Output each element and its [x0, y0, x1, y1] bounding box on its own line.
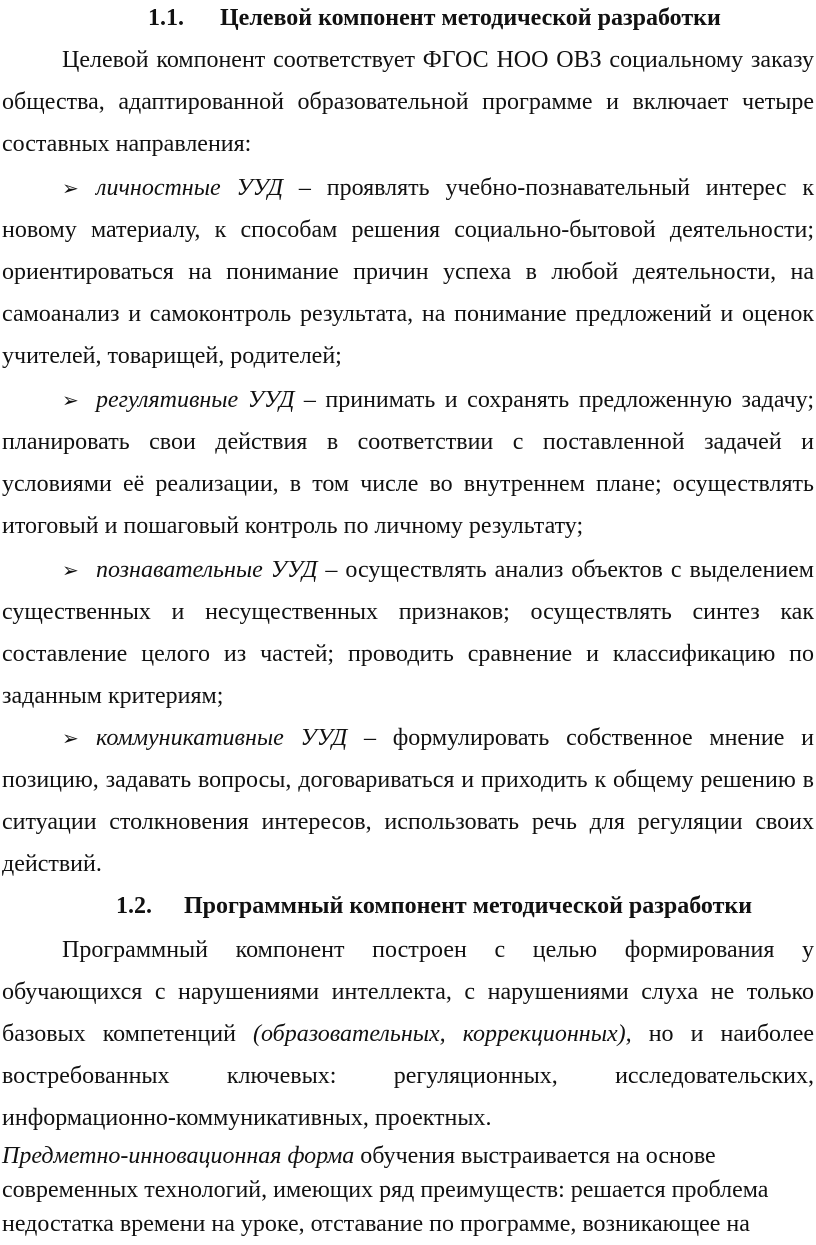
section-heading-1-2 [116, 892, 796, 920]
term: регулятивные УУД [96, 387, 295, 413]
paragraph-line: ситуации столкновения интересов, использовать речь для регуляции своих [2, 809, 814, 835]
paragraph-line: информационно-коммуникативных, проектных. [2, 1105, 492, 1131]
paragraph-line: планировать свои действия в соответствии с поставленной задачей и [2, 429, 814, 455]
paragraph-line: позицию, задавать вопросы, договариваться и приходить к общему решению в [2, 767, 814, 793]
paragraph-line: общества, адаптированной образовательной программе и включает четыре [2, 89, 814, 115]
section-number: 1.1. [148, 5, 184, 31]
paragraph-line [2, 1142, 816, 1170]
text-span: обучения выстраивается на основе [360, 1143, 716, 1169]
term: познавательные УУД [96, 557, 318, 583]
paragraph-line: учителей, товарищей, родителей; [2, 343, 342, 369]
text-span: (образовательных, коррекционных), [253, 1021, 632, 1047]
text-span: базовых компетенций [2, 1021, 236, 1047]
paragraph-line: новому материалу, к способам решения социально-бытовой деятельности; [2, 217, 814, 243]
paragraph-line: ориентироваться на понимание причин успеха в любой деятельности, на [2, 259, 814, 285]
list-item-text: – формулировать собственное мнение и [363, 725, 815, 751]
paragraph-line: самоанализ и самоконтроль результата, на понимание предложений и оценок [2, 301, 814, 327]
paragraph-line: востребованных ключевых: регуляционных, исследовательских, [2, 1063, 814, 1089]
list-item-text: – проявлять учебно-познавательный интерес к [298, 175, 814, 201]
text-span: Предметно-инновационная форма [2, 1143, 355, 1169]
text-span: но и наиболее [648, 1021, 815, 1047]
paragraph-line: составление целого из частей; проводить сравнение и классификацию по [2, 641, 814, 667]
list-item [62, 556, 814, 584]
arrow-bullet-icon: ➢ [62, 726, 79, 750]
paragraph-line: современных технологий, имеющих ряд преимуществ: решается проблема [2, 1177, 769, 1203]
list-item [62, 386, 814, 414]
paragraph-line: условиями её реализации, в том числе во внутреннем плане; осуществлять [2, 471, 814, 497]
section-number: 1.2. [116, 893, 152, 919]
list-item [62, 174, 814, 202]
arrow-bullet-icon: ➢ [62, 176, 79, 200]
section-title: Программный компонент методической разработки [184, 893, 753, 919]
list-item-text: – осуществлять анализ объектов с выделением [325, 557, 814, 583]
paragraph-line [2, 1020, 814, 1048]
paragraph-line: заданным критериям; [2, 683, 224, 709]
arrow-bullet-icon: ➢ [62, 558, 79, 582]
term: коммуникативные УУД [96, 725, 348, 751]
arrow-bullet-icon: ➢ [62, 388, 79, 412]
paragraph-line: обучающихся с нарушениями интеллекта, с нарушениями слуха не только [2, 979, 814, 1005]
paragraph-line: действий. [2, 851, 102, 877]
paragraph-line: составных направления: [2, 131, 252, 157]
term: личностные УУД [96, 175, 284, 201]
section-heading-1-1 [148, 4, 748, 32]
paragraph-line: итоговый и пошаговый контроль по личному результату; [2, 513, 584, 539]
paragraph-line: существенных и несущественных признаков; осуществлять синтез как [2, 599, 814, 625]
section-title: Целевой компонент методической разработки [220, 5, 721, 31]
paragraph-line: Целевой компонент соответствует ФГОС НОО ОВЗ социальному заказу [62, 47, 814, 73]
list-item [62, 724, 814, 752]
paragraph-line: Программный компонент построен с целью формирования у [62, 937, 814, 963]
list-item-text: – принимать и сохранять предложенную задачу; [303, 387, 815, 413]
paragraph-line: недостатка времени на уроке, отставание по программе, возникающее на [2, 1211, 750, 1237]
